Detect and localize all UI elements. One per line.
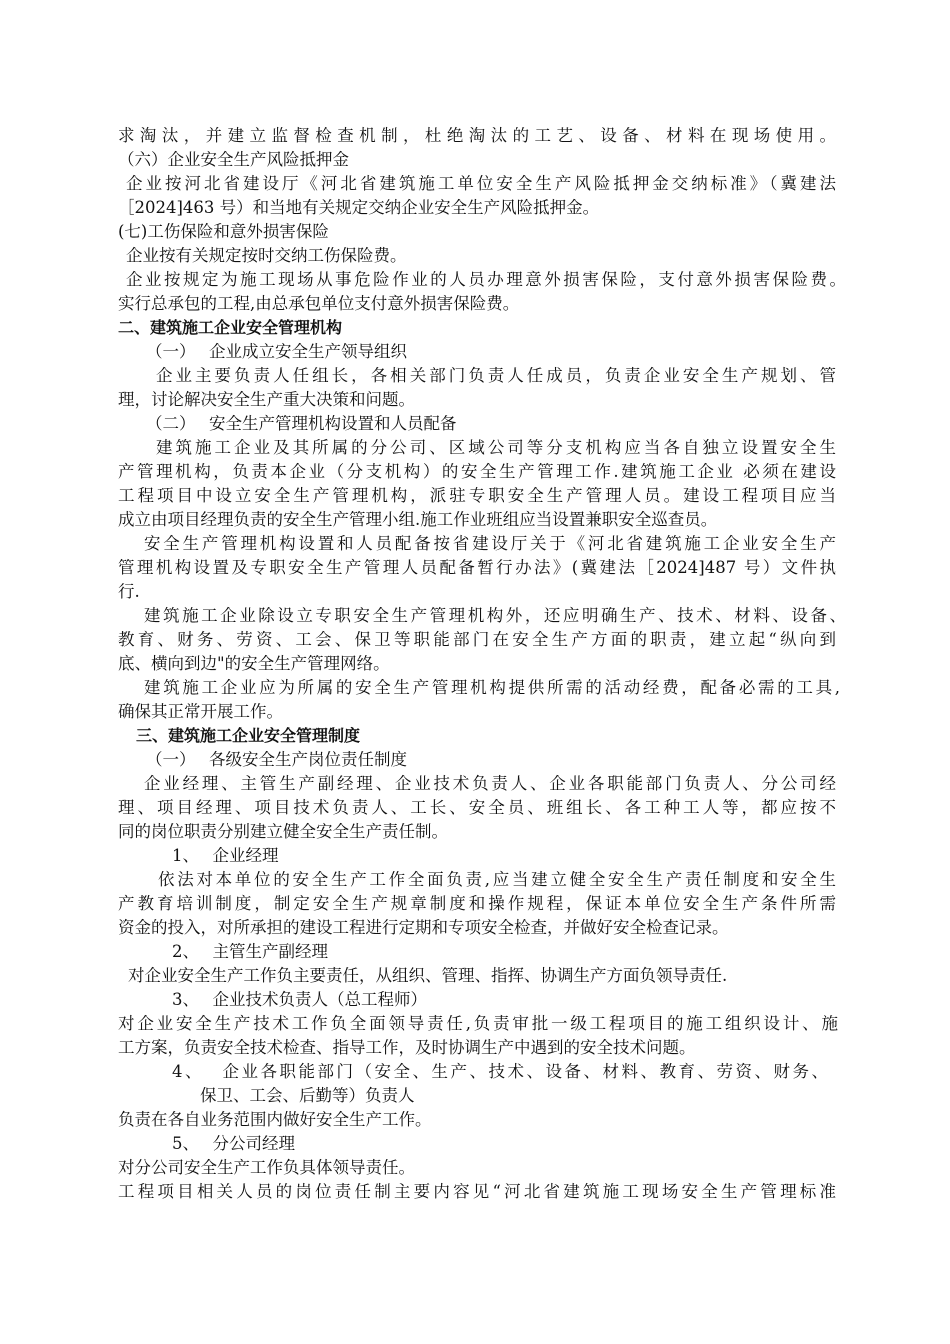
body-text-line: 确保其正常开展工作。 [118, 702, 283, 721]
body-text-line: 理，讨论解决安全生产重大决策和问题。 [118, 390, 415, 409]
body-text-line: 负责在各自业务范围内做好安全生产工作。 [118, 1110, 432, 1129]
list-item-heading: 5、 分公司经理 [172, 1134, 295, 1153]
body-text-line: 工程项目相关人员的岗位责任制主要内容见“河北省建筑施工现场安全生产管理标准 [118, 1182, 836, 1201]
section-heading: 二、建筑施工企业安全管理机构 [118, 318, 343, 337]
body-text-line: 建筑施工企业应为所属的安全生产管理机构提供所需的活动经费，配备必需的工具, [144, 678, 840, 697]
body-text-line: 企业按规定为施工现场从事危险作业的人员办理意外损害保险，支付意外损害保险费。 [126, 270, 846, 289]
body-text-line: 对分公司安全生产工作负具体领导责任。 [118, 1158, 415, 1177]
list-item-heading: 3、 企业技术负责人（总工程师） [172, 990, 427, 1009]
body-text-line: ［2024]463 号）和当地有关规定交纳企业安全生产风险抵押金。 [118, 198, 600, 217]
body-text-line: 对企业安全生产工作负主要责任，从组织、管理、指挥、协调生产方面负领导责任. [128, 966, 728, 985]
body-text-line: 建筑施工企业除设立专职安全生产管理机构外，还应明确生产、技术、材料、设备、 [144, 606, 846, 625]
body-text-line: 建筑施工企业及其所属的分公司、区域公司等分支机构应当各自独立设置安全生 [156, 438, 836, 457]
body-text-line: 工方案，负责安全技术检查、指导工作，及时协调生产中遇到的安全技术问题。 [118, 1038, 696, 1057]
subsection-heading: （一） 各级安全生产岗位责任制度 [146, 750, 407, 769]
list-item-heading: 1、 企业经理 [172, 846, 279, 865]
body-text-line: 企业按有关规定按时交纳工伤保险费。 [126, 246, 407, 265]
body-text-line: 企业按河北省建设厅《河北省建筑施工单位安全生产风险抵押金交纳标准》（冀建法 [126, 174, 836, 193]
body-text-line: 实行总承包的工程,由总承包单位支付意外损害保险费。 [118, 294, 520, 313]
subsection-heading: (七)工伤保险和意外损害保险 [118, 222, 329, 241]
body-text-line: 理、项目经理、项目技术负责人、工长、安全员、班组长、各工种工人等，都应按不 [118, 798, 836, 817]
list-item-heading: 保卫、工会、后勤等）负责人 [200, 1086, 415, 1105]
body-text-line: 管理机构设置及专职安全生产管理人员配备暂行办法》(冀建法［2024]487 号）文件执 [118, 558, 836, 577]
body-text-line: 底、横向到边"的安全生产管理网络。 [118, 654, 390, 673]
body-text-line: 教育、财务、劳资、工会、保卫等职能部门在安全生产方面的职责，建立起“纵向到 [118, 630, 836, 649]
body-text-line: 企业经理、主管生产副经理、企业技术负责人、企业各职能部门负责人、分公司经 [144, 774, 836, 793]
body-text-line: 成立由项目经理负责的安全生产管理小组.施工作业班组应当设置兼职安全巡查员。 [118, 510, 718, 529]
body-text-line: 产管理机构，负责本企业（分支机构）的安全生产管理工作.建筑施工企业 必须在建设 [118, 462, 836, 481]
body-text-line: 产教育培训制度，制定安全生产规章制度和操作规程，保证本单位安全生产条件所需 [118, 894, 836, 913]
subsection-heading: （一） 企业成立安全生产领导组织 [146, 342, 407, 361]
body-text-line: 对企业安全生产技术工作负全面领导责任,负责审批一级工程项目的施工组织设计、施 [118, 1014, 838, 1033]
body-text-line: 同的岗位职责分别建立健全安全生产责任制。 [118, 822, 448, 841]
body-text-line: 企业主要负责人任组长，各相关部门负责人任成员，负责企业安全生产规划、管 [156, 366, 836, 385]
subsection-heading: （二） 安全生产管理机构设置和人员配备 [146, 414, 457, 433]
body-text-line: 安全生产管理机构设置和人员配备按省建设厅关于《河北省建筑施工企业安全生产 [144, 534, 836, 553]
section-heading: 三、建筑施工企业安全管理制度 [136, 726, 361, 745]
body-text-line: 行. [118, 582, 140, 601]
body-text-line: 求淘汰，并建立监督检查机制，杜绝淘汰的工艺、设备、材料在现场使用。 [118, 126, 836, 145]
body-text-line: 资金的投入，对所承担的建设工程进行定期和专项安全检查，并做好安全检查记录。 [118, 918, 729, 937]
subsection-heading: （六）企业安全生产风险抵押金 [118, 150, 349, 169]
list-item-heading: 2、 主管生产副经理 [172, 942, 328, 961]
body-text-line: 工程项目中设立安全生产管理机构，派驻专职安全生产管理人员。建设工程项目应当 [118, 486, 836, 505]
body-text-line: 依法对本单位的安全生产工作全面负责,应当建立健全安全生产责任制度和安全生 [158, 870, 836, 889]
list-item-heading: 4、 企业各职能部门（安全、生产、技术、设备、材料、教育、劳资、财务、 [172, 1062, 828, 1081]
